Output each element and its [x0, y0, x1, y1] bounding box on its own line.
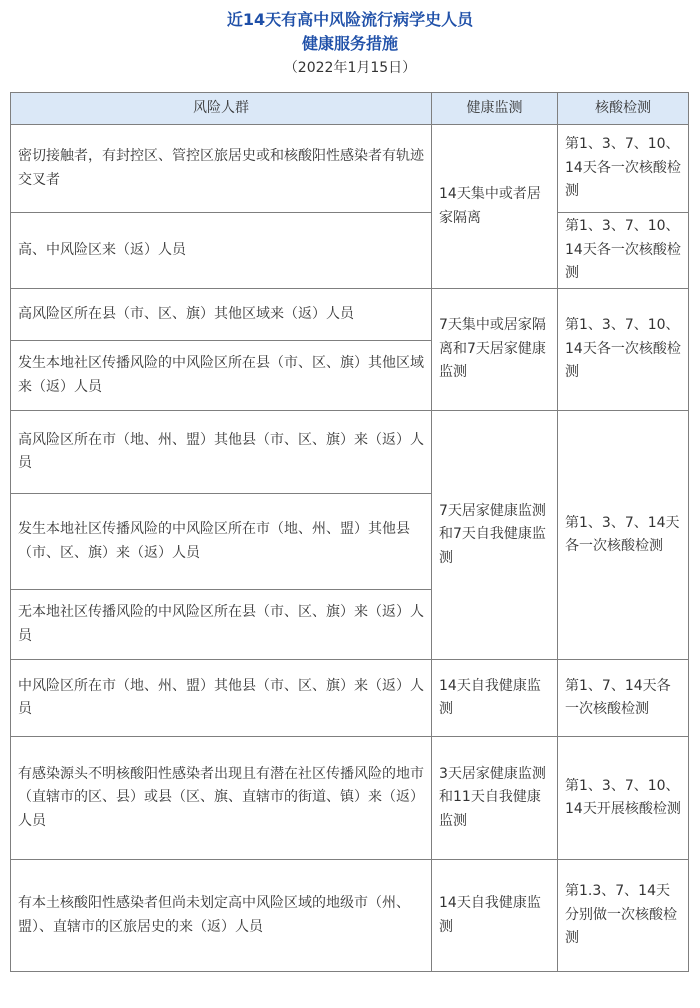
risk-cell: 无本地社区传播风险的中风险区所在县（市、区、旗）来（返）人员	[11, 590, 432, 660]
risk-cell: 有感染源头不明核酸阳性感染者出现且有潜在社区传播风险的地市（直辖市的区、县）或县（区、旗、直辖市的街道、镇）来（返）人员	[11, 737, 432, 860]
test-cell: 第1、3、7、14天各一次核酸检测	[558, 411, 689, 660]
monitor-cell: 14天自我健康监测	[432, 860, 558, 972]
table-row	[11, 860, 689, 972]
test-cell: 第1.3、7、14天分别做一次核酸检测	[558, 860, 689, 972]
risk-cell: 高风险区所在县（市、区、旗）其他区域来（返）人员	[11, 289, 432, 341]
test-cell: 第1、7、14天各一次核酸检测	[558, 660, 689, 737]
monitor-cell: 14天自我健康监测	[432, 660, 558, 737]
risk-cell: 高风险区所在市（地、州、盟）其他县（市、区、旗）来（返）人员	[11, 411, 432, 494]
table-row	[11, 660, 689, 737]
table-row	[11, 737, 689, 860]
risk-cell: 高、中风险区来（返）人员	[11, 213, 432, 289]
monitor-cell: 7天集中或居家隔离和7天居家健康监测	[432, 289, 558, 411]
monitor-cell: 14天集中或者居家隔离	[432, 125, 558, 289]
table-row	[11, 213, 689, 289]
column-header-health-monitoring: 健康监测	[432, 93, 558, 125]
table-header-row	[11, 93, 689, 125]
monitor-cell: 3天居家健康监测和11天自我健康监测	[432, 737, 558, 860]
table-row	[11, 411, 689, 494]
test-cell: 第1、3、7、10、14天各一次核酸检测	[558, 289, 689, 411]
health-measures-table	[10, 92, 689, 972]
publish-date: （2022年1月15日）	[283, 60, 417, 76]
table-row	[11, 125, 689, 213]
page-subtitle: 健康服务措施	[301, 34, 398, 53]
table-row	[11, 289, 689, 341]
page-header	[0, 8, 700, 80]
column-header-risk-group: 风险人群	[11, 93, 432, 125]
monitor-cell: 7天居家健康监测和7天自我健康监测	[432, 411, 558, 660]
risk-cell: 有本土核酸阳性感染者但尚未划定高中风险区域的地级市（州、盟）、直辖市的区旅居史的来（返）人员	[11, 860, 432, 972]
test-cell: 第1、3、7、10、14天各一次核酸检测	[558, 125, 689, 213]
test-cell: 第1、3、7、10、14天各一次核酸检测	[558, 213, 689, 289]
column-header-nucleic-test: 核酸检测	[558, 93, 689, 125]
risk-cell: 发生本地社区传播风险的中风险区所在县（市、区、旗）其他区域来（返）人员	[11, 341, 432, 411]
page-title: 近14天有高中风险流行病学史人员	[226, 10, 474, 29]
risk-cell: 密切接触者，有封控区、管控区旅居史或和核酸阳性感染者有轨迹交叉者	[11, 125, 432, 213]
test-cell: 第1、3、7、10、14天开展核酸检测	[558, 737, 689, 860]
risk-cell: 中风险区所在市（地、州、盟）其他县（市、区、旗）来（返）人员	[11, 660, 432, 737]
risk-cell: 发生本地社区传播风险的中风险区所在市（地、州、盟）其他县（市、区、旗）来（返）人员	[11, 494, 432, 590]
